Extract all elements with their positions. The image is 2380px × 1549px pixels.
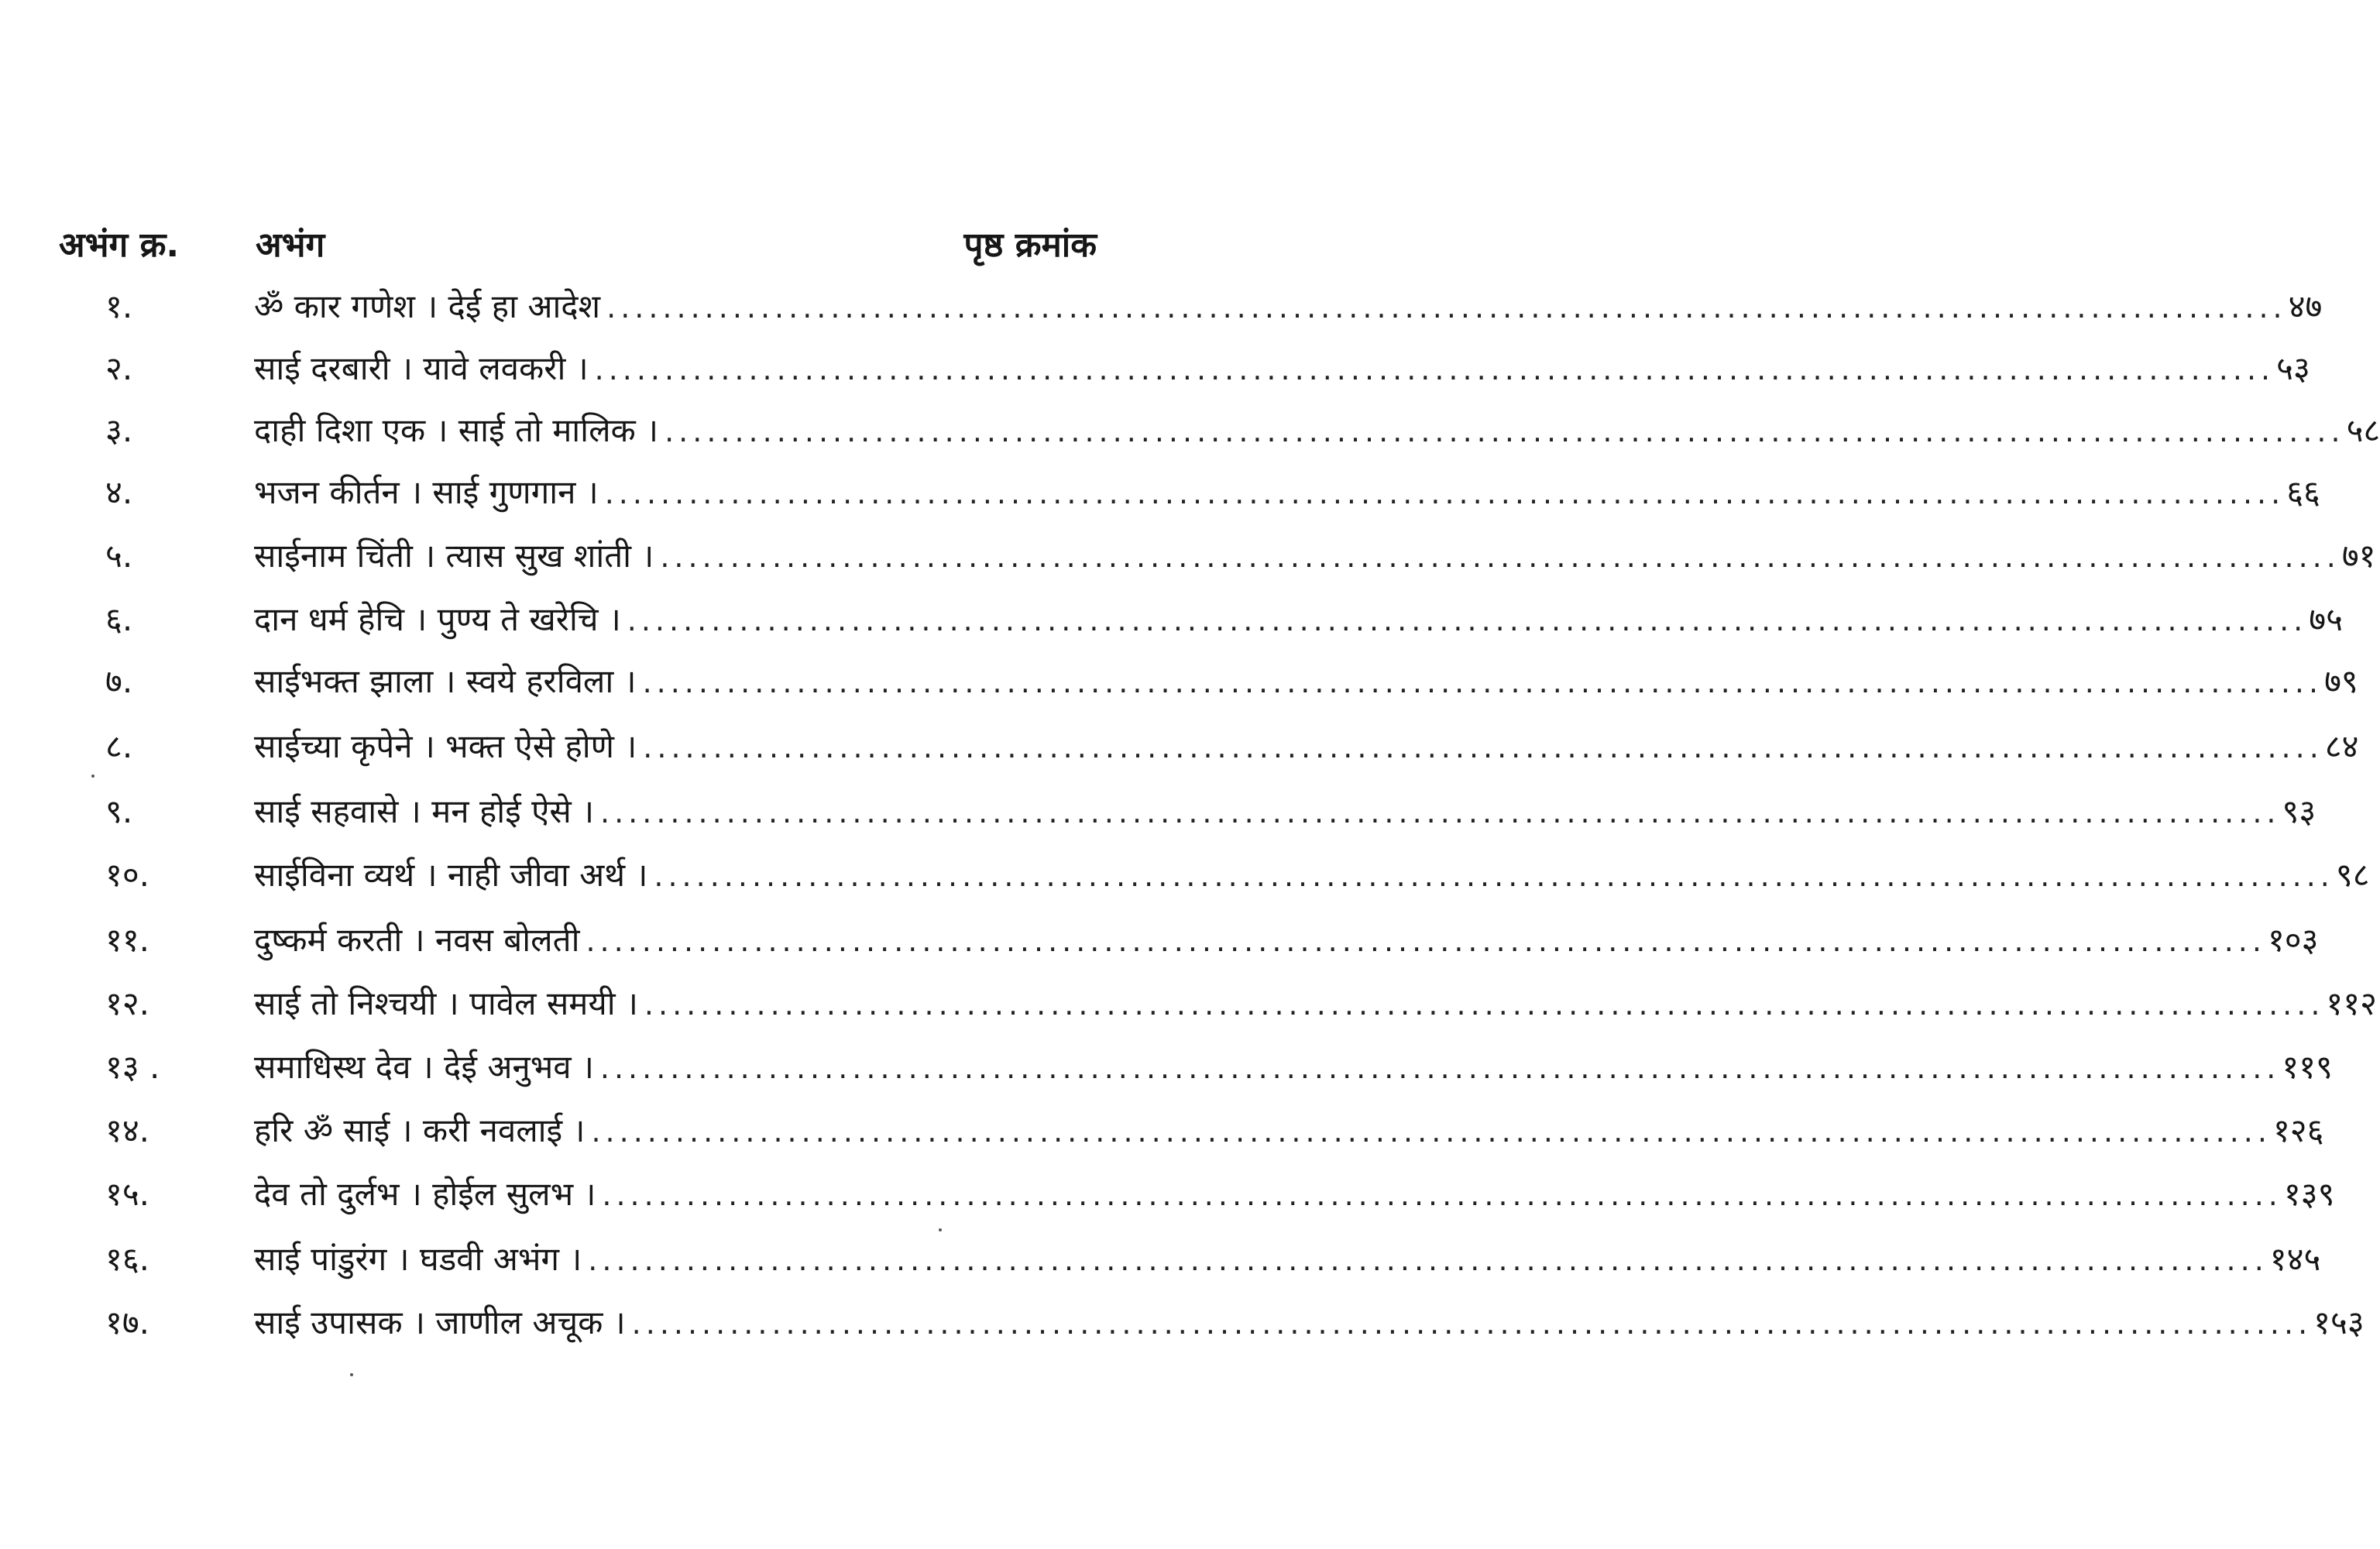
toc-row-page-number: ७१ bbox=[2341, 537, 2376, 575]
toc-row-title: भजन कीर्तन । साई गुणगान । bbox=[254, 473, 599, 511]
toc-row-title: दाही दिशा एक । साई तो मालिक । bbox=[254, 411, 659, 449]
header-page-column: पृष्ठ क्रमांक bbox=[963, 225, 1097, 265]
toc-row-leader-dots: ........................................................................................................................ bbox=[602, 1178, 2282, 1212]
toc-row-page-number: ५३ bbox=[2276, 349, 2310, 387]
toc-row-title: साई उपासक । जाणील अचूक । bbox=[254, 1303, 626, 1341]
toc-row-entry bbox=[254, 588, 2343, 652]
toc-row-entry bbox=[254, 780, 2316, 844]
toc-row-page-number: ५८ bbox=[2346, 411, 2380, 449]
toc-row bbox=[0, 843, 2370, 907]
toc-row-leader-dots: ........................................................................................................................ bbox=[665, 414, 2345, 448]
toc-row bbox=[0, 1291, 2365, 1355]
header-number-column: अभंग क्र. bbox=[59, 225, 180, 265]
toc-row-entry bbox=[254, 650, 2358, 714]
toc-row bbox=[0, 1228, 2321, 1291]
toc-row-number: ८. bbox=[105, 727, 133, 765]
toc-row-leader-dots: ........................................................................................................................ bbox=[594, 352, 2275, 386]
toc-row-number: १६. bbox=[105, 1240, 150, 1278]
toc-row bbox=[0, 780, 2316, 843]
toc-row-title: ॐ कार गणेश । देई हा आदेश bbox=[254, 287, 601, 325]
toc-row-entry bbox=[254, 1228, 2321, 1292]
toc-row-page-number: १४५ bbox=[2269, 1240, 2321, 1278]
toc-row-number: १७. bbox=[105, 1303, 150, 1341]
toc-row-number: ६. bbox=[105, 600, 133, 638]
toc-row-number: ४. bbox=[105, 473, 133, 511]
toc-row-page-number: ४७ bbox=[2288, 287, 2323, 325]
toc-row-page-number: ७९ bbox=[2324, 662, 2358, 700]
toc-row-entry bbox=[254, 337, 2310, 401]
toc-row bbox=[0, 972, 2377, 1036]
toc-row-number: १०. bbox=[105, 856, 150, 894]
toc-row-leader-dots: ........................................................................................................................ bbox=[644, 987, 2325, 1022]
toc-row-number: ७. bbox=[105, 662, 133, 700]
toc-row-page-number: ११९ bbox=[2282, 1048, 2333, 1086]
toc-row-title: साई दरबारी । यावे लवकरी । bbox=[254, 349, 589, 387]
toc-row-leader-dots: ........................................................................................................................ bbox=[586, 924, 2266, 958]
toc-row-entry bbox=[254, 843, 2370, 908]
toc-row-leader-dots: ........................................................................................................................ bbox=[631, 1307, 2313, 1341]
toc-row bbox=[0, 715, 2359, 778]
toc-row-entry bbox=[254, 275, 2323, 339]
toc-row-leader-dots: ........................................................................................................................ bbox=[599, 1051, 2281, 1085]
toc-row bbox=[0, 461, 2320, 524]
toc-row-number: १५. bbox=[105, 1175, 150, 1213]
toc-row-leader-dots: ........................................................................................................................ bbox=[654, 859, 2334, 893]
toc-row-page-number: १५३ bbox=[2313, 1303, 2365, 1341]
toc-row bbox=[0, 908, 2319, 972]
toc-row-title: समाधिस्थ देव । देई अनुभव । bbox=[254, 1048, 594, 1086]
toc-row bbox=[0, 1163, 2335, 1226]
toc-row-leader-dots: ........................................................................................................................ bbox=[606, 290, 2287, 325]
toc-row bbox=[0, 337, 2310, 400]
toc-row-title: देव तो दुर्लभ । होईल सुलभ । bbox=[254, 1175, 596, 1213]
toc-row-page-number: ९८ bbox=[2335, 856, 2370, 894]
toc-row-entry bbox=[254, 399, 2380, 463]
print-speck bbox=[350, 1373, 353, 1376]
toc-row-title: साई सहवासे । मन होई ऐसे । bbox=[254, 792, 594, 830]
toc-row-leader-dots: ........................................................................................................................ bbox=[660, 540, 2341, 574]
toc-row bbox=[0, 588, 2343, 651]
toc-row-title: दान धर्म हेचि । पुण्य ते खरेचि । bbox=[254, 600, 621, 638]
toc-row-title: साईविना व्यर्थ । नाही जीवा अर्थ । bbox=[254, 856, 648, 894]
toc-row-leader-dots: ........................................................................................................................ bbox=[600, 795, 2281, 829]
toc-row bbox=[0, 524, 2376, 588]
toc-row-number: १४. bbox=[105, 1111, 150, 1149]
toc-row-page-number: ८४ bbox=[2324, 727, 2359, 765]
toc-row-entry bbox=[254, 524, 2376, 589]
toc-row-title: साईच्या कृपेने । भक्त ऐसे होणे । bbox=[254, 727, 637, 765]
toc-row-leader-dots: ........................................................................................................................ bbox=[643, 730, 2323, 764]
print-speck bbox=[939, 1228, 942, 1231]
toc-row-leader-dots: ........................................................................................................................ bbox=[591, 1115, 2272, 1149]
toc-row-page-number: १०३ bbox=[2267, 921, 2319, 959]
toc-row-page-number: ९३ bbox=[2282, 792, 2316, 830]
toc-row-page-number: १२६ bbox=[2272, 1111, 2324, 1149]
toc-row-title: हरि ॐ साई । करी नवलाई । bbox=[254, 1111, 586, 1149]
toc-row-leader-dots: ........................................................................................................................ bbox=[604, 476, 2286, 510]
toc-row-title: साई तो निश्चयी । पावेल समयी । bbox=[254, 984, 638, 1022]
print-speck bbox=[91, 774, 94, 778]
toc-row-number: १३ . bbox=[105, 1048, 160, 1086]
toc-row-entry bbox=[254, 972, 2377, 1036]
toc-row bbox=[0, 650, 2358, 713]
toc-row-leader-dots: ........................................................................................................................ bbox=[642, 665, 2323, 699]
toc-header bbox=[59, 208, 1097, 270]
toc-row bbox=[0, 399, 2380, 462]
toc-row-entry bbox=[254, 1099, 2324, 1163]
toc-row-number: ३. bbox=[105, 411, 133, 449]
toc-row-entry bbox=[254, 1036, 2333, 1100]
toc-row-page-number: १३९ bbox=[2283, 1175, 2335, 1213]
toc-row-page-number: ६६ bbox=[2286, 473, 2320, 511]
toc-row-leader-dots: ........................................................................................................................ bbox=[627, 603, 2308, 637]
toc-row bbox=[0, 1036, 2333, 1099]
toc-row-page-number: ७५ bbox=[2309, 600, 2343, 638]
toc-row-entry bbox=[254, 715, 2359, 779]
toc-row-number: ११. bbox=[105, 921, 150, 959]
toc-row-entry bbox=[254, 1291, 2365, 1355]
header-title-column: अभंग bbox=[256, 225, 325, 265]
toc-row-number: ९. bbox=[105, 792, 133, 830]
toc-row-number: १. bbox=[105, 287, 133, 325]
toc-row bbox=[0, 1099, 2324, 1163]
toc-row-number: १२. bbox=[105, 984, 150, 1022]
toc-row-leader-dots: ........................................................................................................................ bbox=[588, 1243, 2268, 1277]
toc-row-title: साईभक्त झाला । स्वये हरविला । bbox=[254, 662, 637, 700]
toc-row-title: साईनाम चिंती । त्यास सुख शांती । bbox=[254, 537, 654, 575]
toc-row-number: ५. bbox=[105, 537, 133, 575]
toc-row-number: २. bbox=[105, 349, 133, 387]
toc-row-title: साई पांडुरंग । घडवी अभंग । bbox=[254, 1240, 582, 1278]
toc-row-title: दुष्कर्म करती । नवस बोलती bbox=[254, 921, 580, 959]
toc-row bbox=[0, 275, 2323, 338]
toc-row-entry bbox=[254, 1163, 2335, 1227]
toc-row-entry bbox=[254, 908, 2319, 973]
toc-row-page-number: ११२ bbox=[2326, 984, 2377, 1022]
toc-row-entry bbox=[254, 461, 2320, 525]
